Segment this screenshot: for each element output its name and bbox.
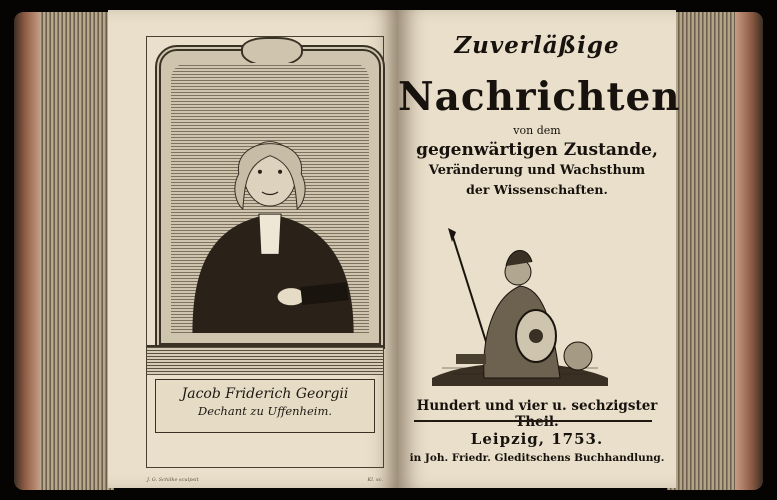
left-page-edges (14, 12, 114, 490)
divider-rule (414, 420, 652, 422)
engraver-credits (147, 477, 383, 483)
stone-base (147, 345, 383, 375)
title-page (398, 10, 681, 488)
name-plate (155, 379, 375, 433)
portrait-name: Jacob Friderich Georgii (181, 386, 349, 402)
clergyman-portrait-icon (171, 63, 369, 333)
credit-right: Kl. sc. (367, 477, 383, 483)
engraved-background (171, 63, 369, 333)
frontispiece-page (108, 10, 398, 488)
title-line-1: Zuverläßige (454, 32, 620, 59)
portrait-title: Dechant zu Uffenheim. (197, 404, 333, 418)
credit-left: J. G. Schilke sculpsit (147, 477, 199, 483)
ornamental-frame-icon (155, 45, 385, 349)
right-page-edges (667, 12, 763, 490)
part-number: Hundert und vier u. sechzigster Theil. (416, 398, 658, 430)
title-line-4: gegenwärtigen Zustande, (416, 140, 658, 160)
title-line-6: der Wissenschaften. (466, 182, 608, 197)
title-line-5: Veränderung und Wachsthum (428, 163, 646, 178)
publisher-line: in Joh. Friedr. Gleditschens Buchhandlung. (409, 452, 665, 464)
place-and-year: Leipzig, 1753. (470, 430, 604, 448)
minerva-vignette-icon (432, 228, 608, 398)
title-line-2: Nachrichten (398, 74, 681, 120)
portrait-engraving (146, 36, 384, 483)
title-line-3: von dem (513, 124, 561, 137)
